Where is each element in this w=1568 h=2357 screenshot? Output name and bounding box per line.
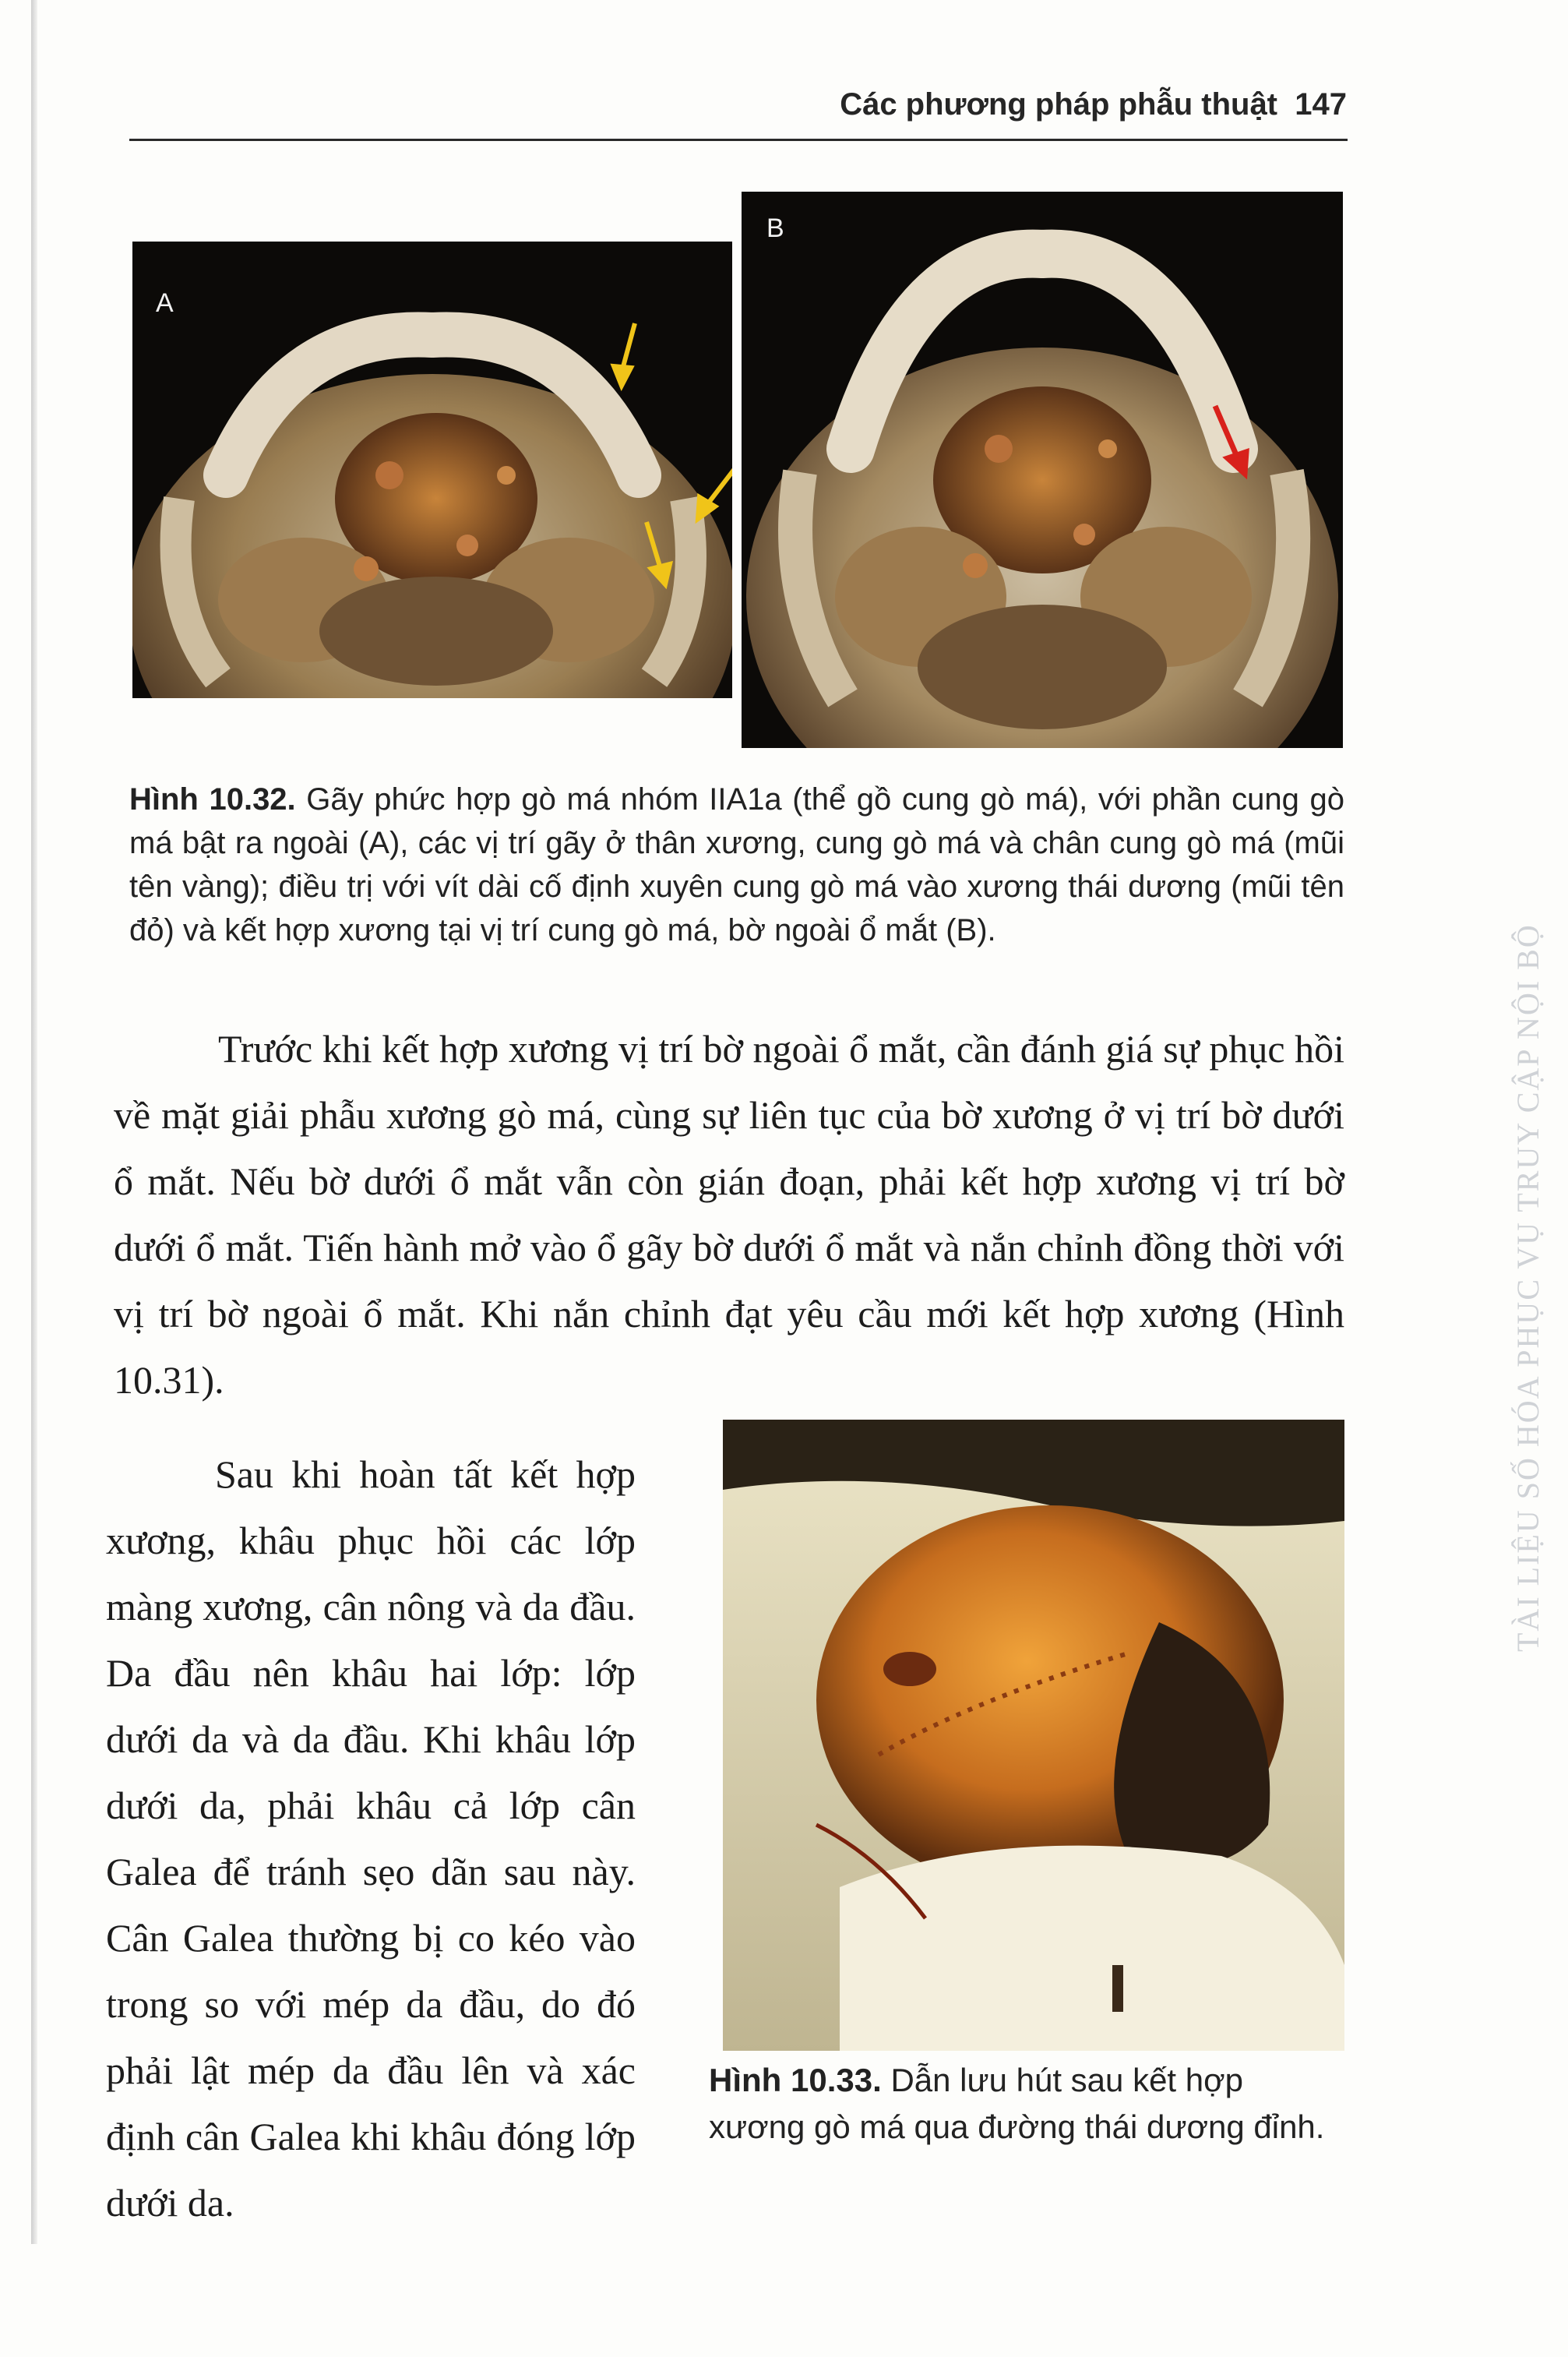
header-title: Các phương pháp phẫu thuật	[840, 87, 1278, 122]
page-number: 147	[1295, 87, 1347, 122]
figure-10-32-number: Hình 10.32.	[129, 782, 296, 817]
figure-10-33-caption	[709, 2057, 1341, 2151]
surgical-photo	[723, 1420, 1344, 2051]
panel-b-label: B	[766, 213, 784, 243]
red-arrow	[742, 192, 1343, 748]
body-paragraph-1: Trước khi kết hợp xương vị trí bờ ngoài ổ mắt, cần đánh giá sự phục hồi về mặt giải phẫu xương gò má, cùng sự liên tục của bờ xương ở vị trí bờ dưới ổ mắt. Nếu bờ dưới ổ mắt vẫn còn gián đoạn, phải kết hợp xương vị trí bờ dưới ổ mắt. Tiến hành mở vào ổ gãy bờ dưới ổ mắt và nắn chỉnh đồng thời với vị trí bờ ngoài ổ mắt. Khi nắn chỉnh đạt yêu cầu mới kết hợp xương (Hình 10.31).	[114, 1027, 1344, 1402]
figure-10-32-caption-text: Gãy phức hợp gò má nhóm IIA1a (thể gồ cung gò má), với phần cung gò má bật ra ngoài (A), các vị trí gãy ở thân xương, cung gò má và chân cung gò má (mũi tên vàng); điều trị với vít dài cố định xuyên cung gò má vào xương thái dương (mũi tên đỏ) và kết hợp xương tại vị trí cung gò má, bờ ngoài ổ mắt (B).	[129, 782, 1344, 947]
figure-10-33-photo	[723, 1420, 1344, 2051]
figure-10-32-caption	[129, 778, 1344, 952]
body-paragraph-2: Sau khi hoàn tất kết hợp xương, khâu phục hồi các lớp màng xương, cân nông và da đầu. Da đầu nên khâu hai lớp: lớp dưới da và da đầu. Khi khâu lớp dưới da, phải khâu cả lớp cân Galea để tránh sẹo dãn sau này. Cân Galea thường bị co kéo vào trong so với mép da đầu, do đó phải lật mép da đầu lên và xác định cân Galea khi khâu đóng lớp dưới da.	[106, 1452, 636, 2225]
vertical-watermark: TÀI LIỆU SỐ HÓA PHỤC VỤ TRUY CẬP NỘI BỘ	[1510, 923, 1545, 1652]
figure-10-33-caption-text: Dẫn lưu hút sau kết hợp xương gò má qua đường thái dương đỉnh.	[709, 2062, 1325, 2145]
page-binding-edge	[31, 0, 37, 2244]
yellow-arrows	[132, 242, 732, 698]
figure-10-32-panel-a	[132, 242, 732, 698]
running-header	[840, 87, 1347, 122]
figure-10-33-number: Hình 10.33.	[709, 2062, 882, 2098]
figure-10-32-panel-b	[742, 192, 1343, 748]
panel-a-label: A	[156, 288, 174, 318]
header-rule	[129, 139, 1348, 141]
